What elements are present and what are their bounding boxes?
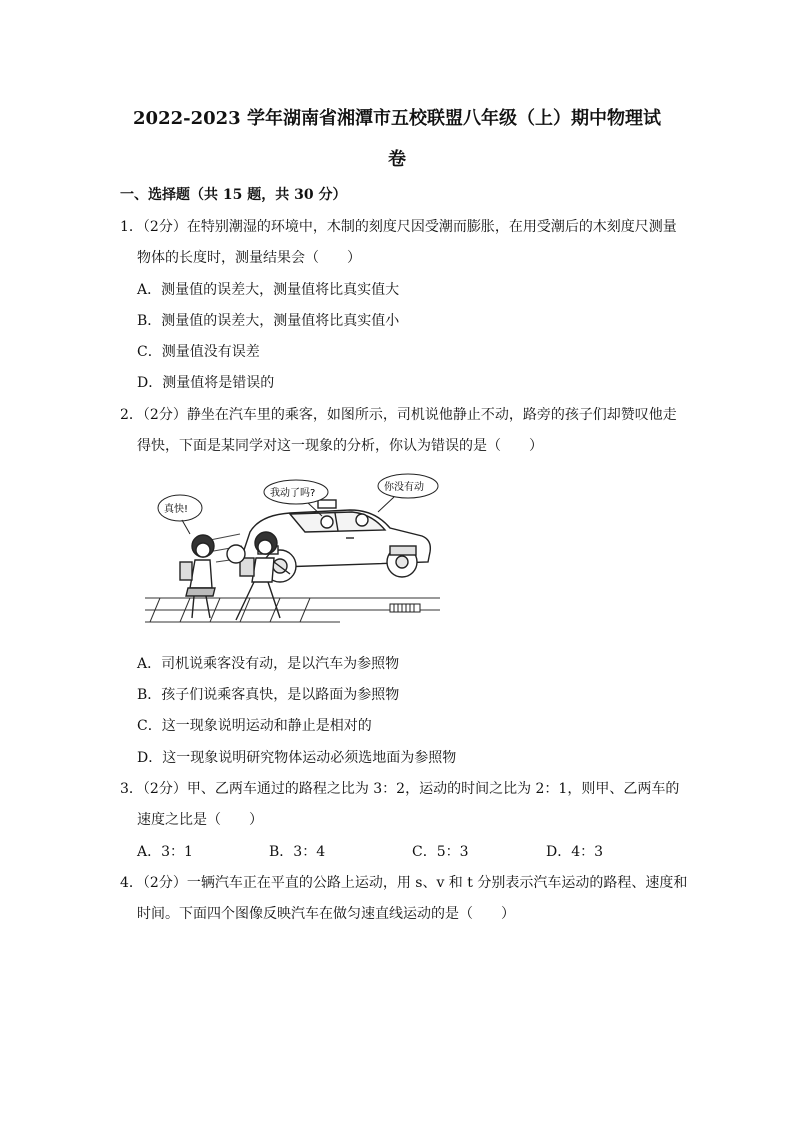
q1-stem-line2: 物体的长度时，测量结果会（ ） bbox=[137, 250, 361, 266]
q4-stem-line1: 4．（2分）一辆汽车正在平直的公路上运动，用 s、v 和 t 分别表示汽车运动的路程、速度和 bbox=[120, 875, 688, 891]
q1-option-b: B．测量值的误差大，测量值将比真实值小 bbox=[137, 313, 400, 329]
bubble-driver-text: 你没有动 bbox=[384, 482, 424, 493]
q1-stem-line1: 1．（2分）在特别潮湿的环境中，木制的刻度尺因受潮而膨胀，在用受潮后的木刻度尺测量 bbox=[120, 219, 677, 235]
exam-title-line1: 2022-2023 学年湖南省湘潭市五校联盟八年级（上）期中物理试 bbox=[133, 108, 661, 129]
bubble-driver bbox=[378, 474, 438, 512]
q3-option-b: B．3：4 bbox=[269, 844, 326, 860]
bubble-passenger-text: 我动了吗? bbox=[270, 488, 316, 499]
drain-grate bbox=[390, 604, 420, 612]
q2-illustration bbox=[140, 470, 445, 638]
q4-stem-line2: 时间。下面四个图像反映汽车在做匀速直线运动的是（ ） bbox=[137, 906, 515, 922]
q2-option-a: A．司机说乘客没有动，是以汽车为参照物 bbox=[137, 656, 400, 672]
q1-option-d: D．测量值将是错误的 bbox=[137, 375, 275, 391]
bubble-kids-text: 真快! bbox=[164, 504, 189, 515]
q1-option-a: A．测量值的误差大，测量值将比真实值大 bbox=[137, 282, 400, 298]
q1-option-c: C．测量值没有误差 bbox=[137, 344, 260, 360]
bubble-kids bbox=[158, 495, 202, 534]
q3-option-a: A．3：1 bbox=[137, 844, 193, 860]
q2-stem-line2: 得快，下面是某同学对这一现象的分析，你认为错误的是（ ） bbox=[137, 438, 543, 454]
q3-option-d: D．4：3 bbox=[546, 844, 604, 860]
q2-option-c: C．这一现象说明运动和静止是相对的 bbox=[137, 718, 372, 734]
q3-option-c: C．5：3 bbox=[412, 844, 469, 860]
q3-stem-line1: 3．（2分）甲、乙两车通过的路程之比为 3：2，运动的时间之比为 2：1，则甲、乙两车的 bbox=[120, 781, 680, 797]
q3-stem-line2: 速度之比是（ ） bbox=[137, 812, 263, 828]
q2-stem-line1: 2．（2分）静坐在汽车里的乘客，如图所示，司机说他静止不动，路旁的孩子们却赞叹他走 bbox=[120, 407, 677, 423]
q2-option-d: D．这一现象说明研究物体运动必须选地面为参照物 bbox=[137, 750, 457, 766]
section-heading-choice: 一、选择题（共 15 题，共 30 分） bbox=[120, 187, 347, 203]
bubble-passenger bbox=[264, 480, 328, 516]
exam-title-line2: 卷 bbox=[388, 149, 406, 170]
q2-option-b: B．孩子们说乘客真快，是以路面为参照物 bbox=[137, 687, 400, 703]
